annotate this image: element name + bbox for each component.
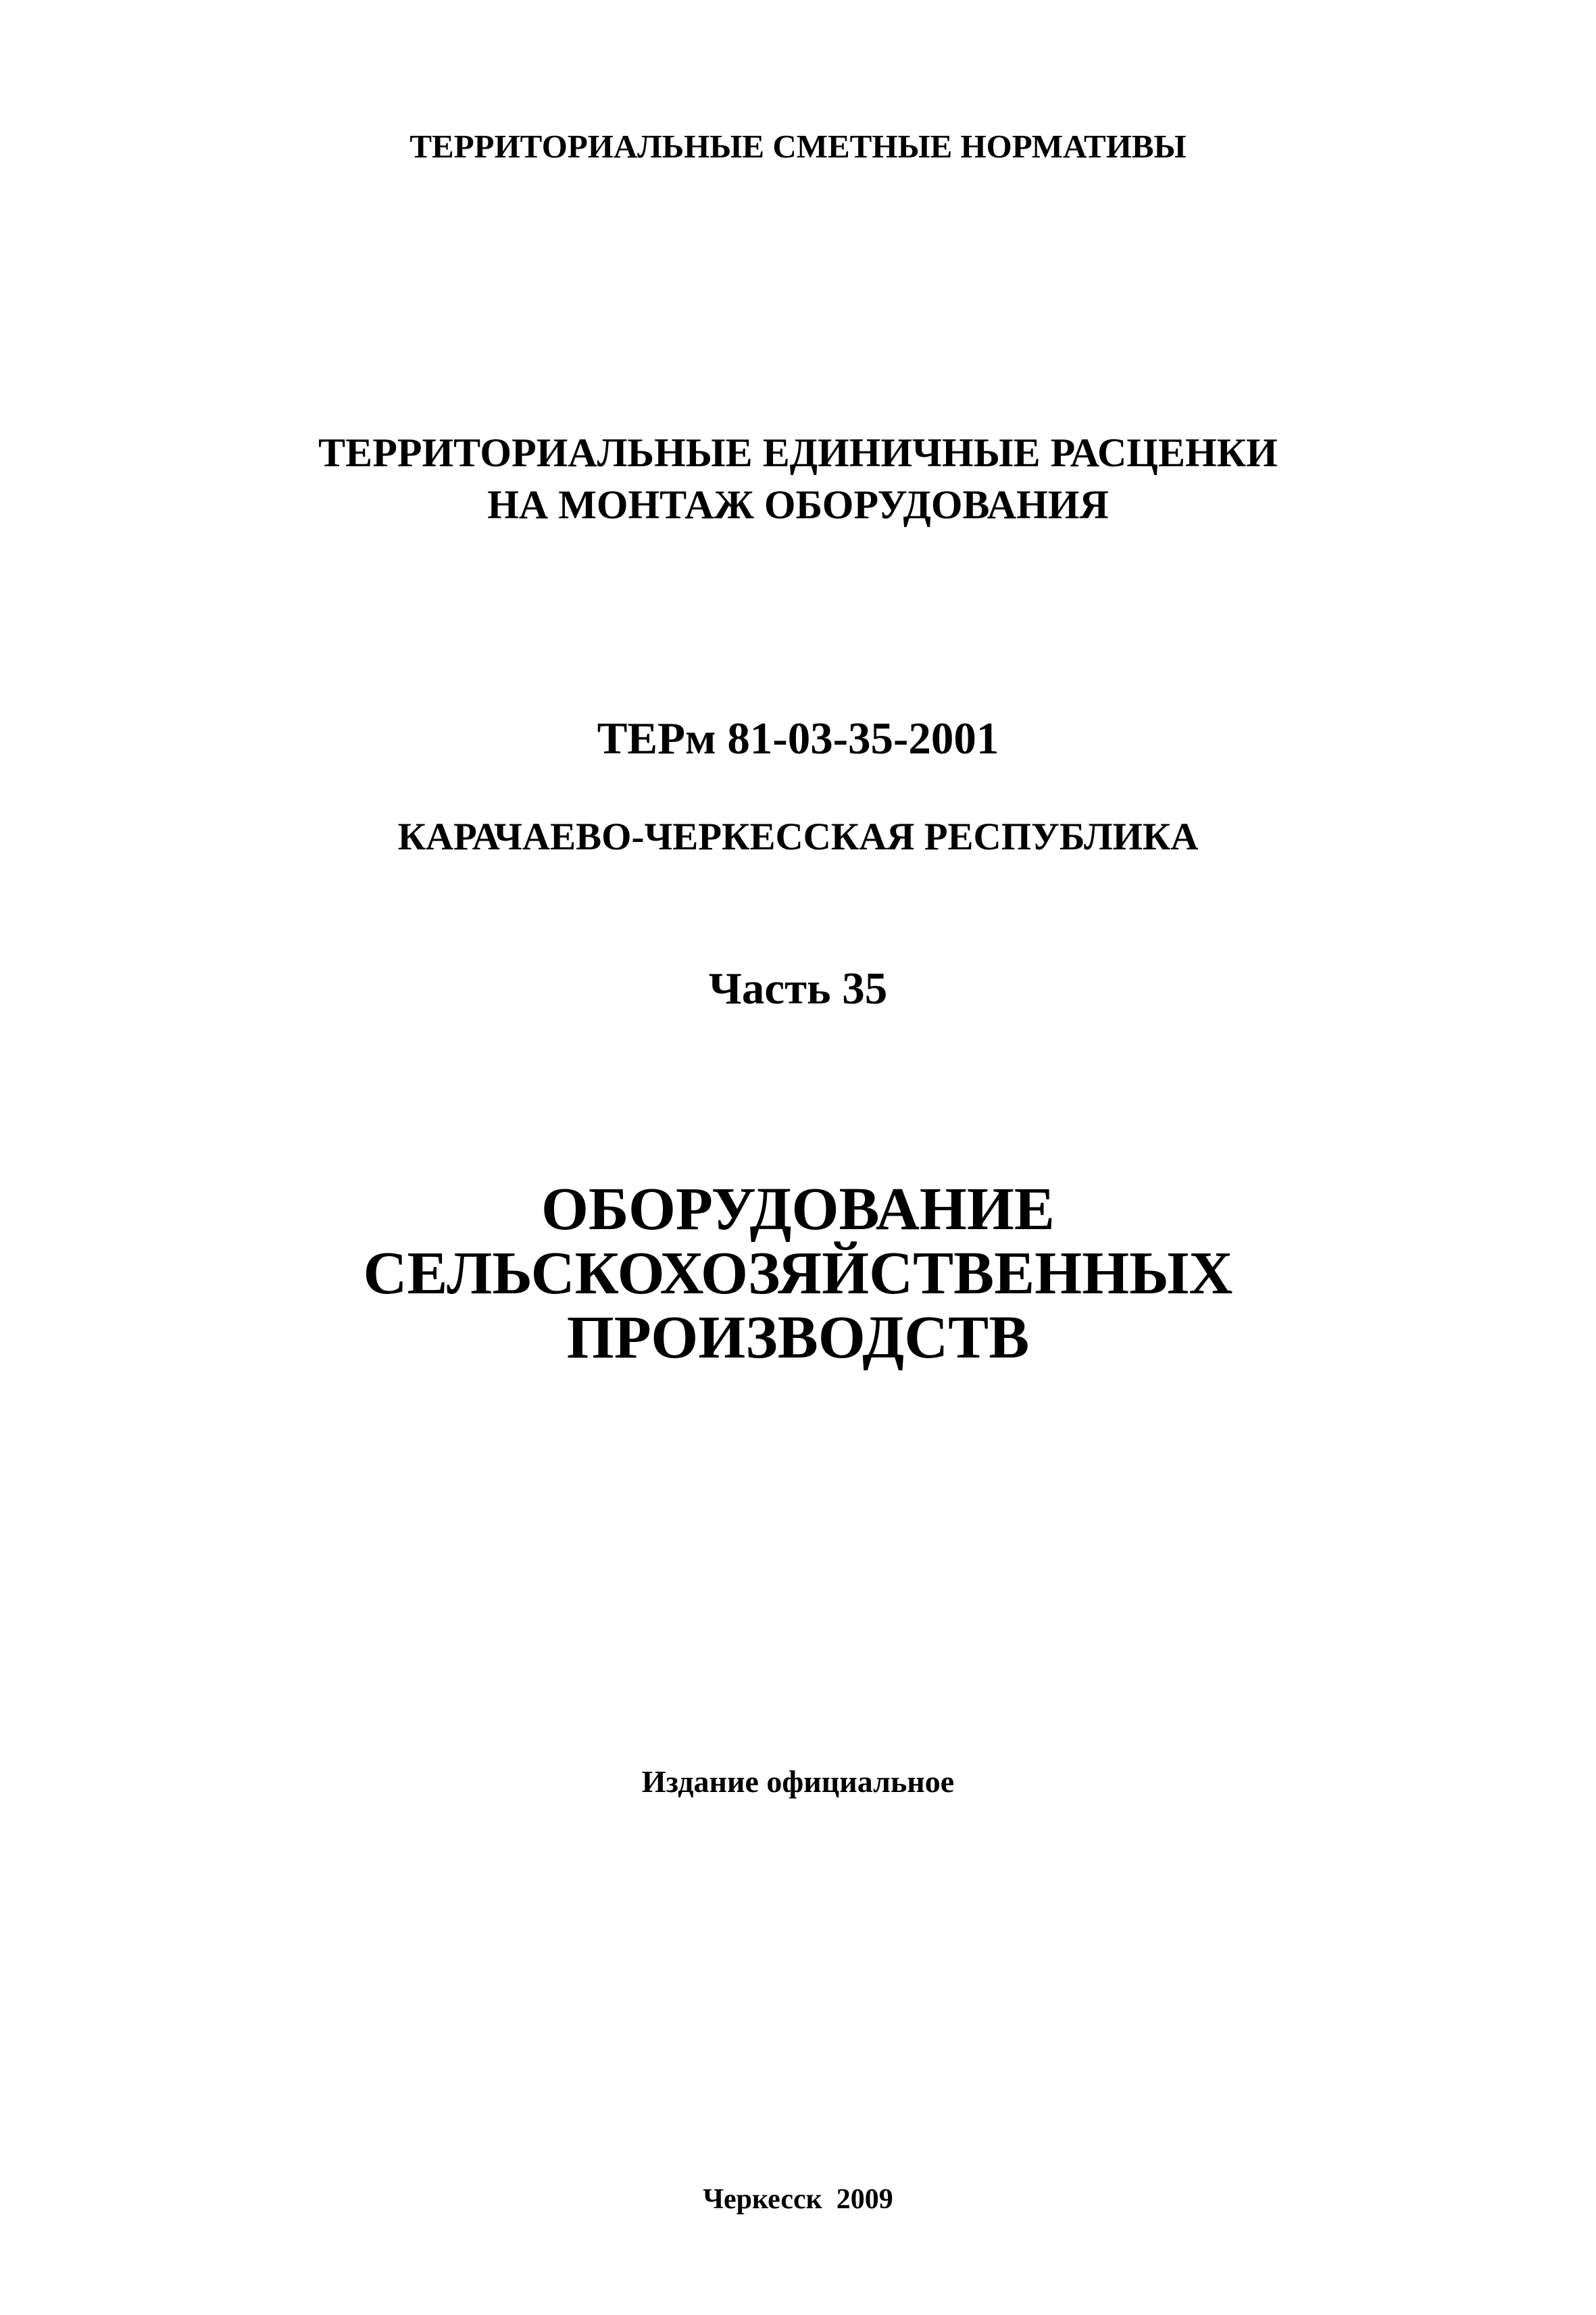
document-title-line-1: ТЕРРИТОРИАЛЬНЫЕ ЕДИНИЧНЫЕ РАСЦЕНКИ (318, 430, 1278, 475)
imprint-city-year: Черкесск 2009 (703, 2184, 893, 2215)
part-number: Часть 35 (708, 964, 888, 1014)
region-name: КАРАЧАЕВО-ЧЕРКЕССКАЯ РЕСПУБЛИКА (397, 816, 1199, 858)
series-header: ТЕРРИТОРИАЛЬНЫЕ СМЕТНЫЕ НОРМАТИВЫ (409, 128, 1187, 165)
document-code: ТЕРм 81-03-35-2001 (597, 714, 999, 764)
edition-note: Издание официальное (641, 1764, 955, 1799)
subject-title-line-3: ПРОИЗВОДСТВ (566, 1304, 1030, 1371)
subject-title-line-2: СЕЛЬСКОХОЗЯЙСТВЕННЫХ (363, 1240, 1233, 1307)
document-title-line-2: НА МОНТАЖ ОБОРУДОВАНИЯ (487, 482, 1109, 527)
subject-title-line-1: ОБОРУДОВАНИЕ (541, 1176, 1055, 1243)
